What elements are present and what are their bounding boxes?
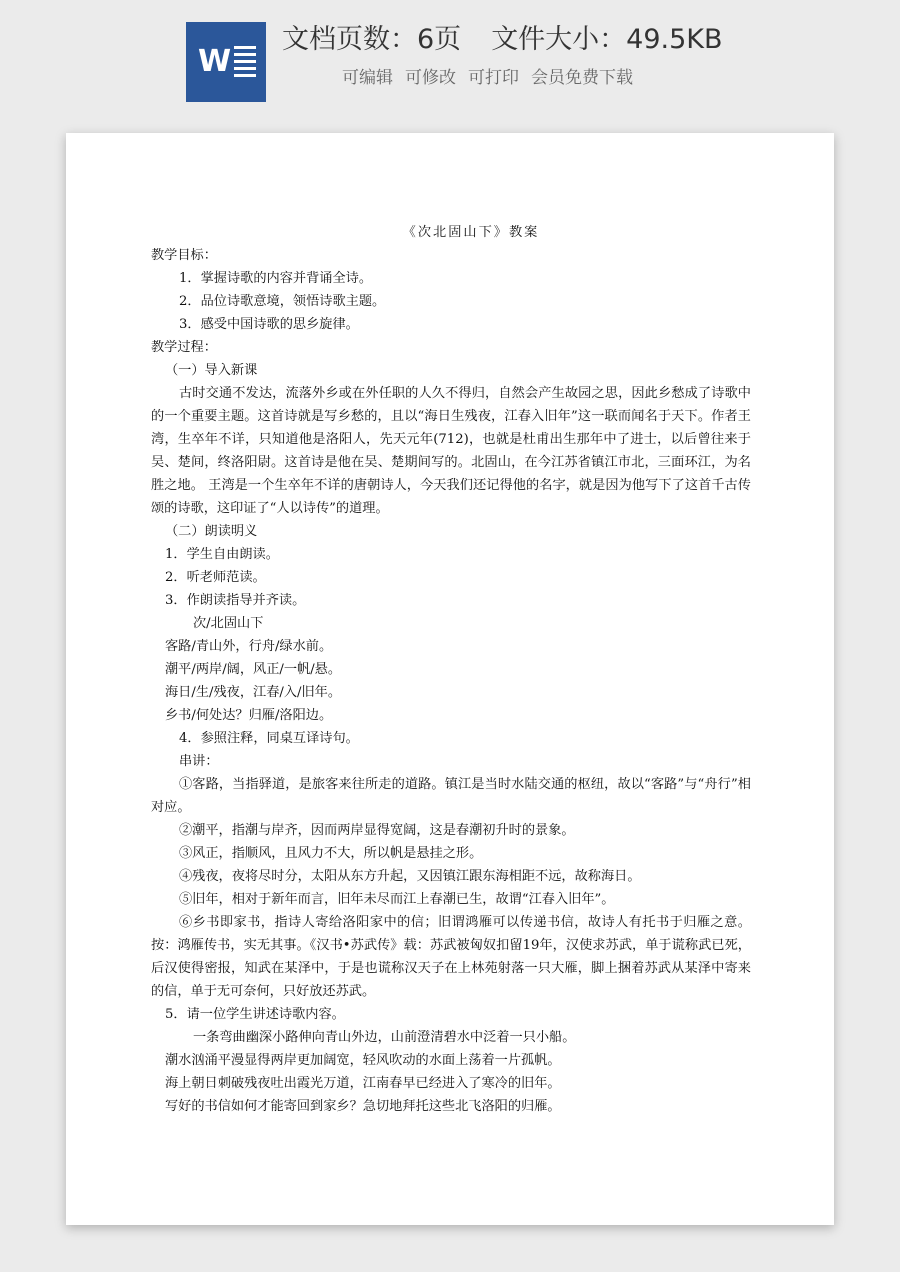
note-paragraph: ①客路，当指驿道，是旅客来往所走的道路。镇江是当时水陆交通的枢纽，故以“客路”与“舟行”相对应。: [151, 777, 751, 815]
translation-line: 潮水汹涌平漫显得两岸更加阔宽，轻风吹动的水面上荡着一片孤帆。: [165, 1053, 561, 1068]
poem-line: 乡书/何处达？归雁/洛阳边。: [165, 708, 333, 723]
feature-printable: 可打印: [468, 68, 519, 88]
feature-member-download: 会员免费下载: [531, 68, 633, 88]
page-count-label: 文档页数：6页: [282, 24, 462, 55]
note-paragraph: ⑥乡书即家书，指诗人寄给洛阳家中的信；旧谓鸿雁可以传递书信，故诗人有托书于归雁之意。按：鸿雁传书，实无其事。《汉书•苏武传》载：苏武被匈奴扣留19年，汉使求苏武，单于谎称武已死，后汉使得密报，知武在某泽中，于是也谎称汉天子在上林苑射落一只大雁，脚上捆着苏武从某泽中寄来的信，单于无可奈何，只好放还苏武。: [151, 915, 751, 999]
feature-list: [342, 66, 645, 90]
note-item: ③风正，指顺风，且风力不大，所以帆是悬挂之形。: [179, 846, 483, 861]
step-item: 3．作朗读指导并齐读。: [165, 593, 306, 608]
translation-line: 一条弯曲幽深小路伸向青山外边，山前澄清碧水中泛着一只小船。: [193, 1030, 576, 1045]
step-item: 4．参照注释，同桌互译诗句。: [179, 731, 359, 746]
note-item: ②潮平，指潮与岸齐，因而两岸显得宽阔，这是春潮初升时的景象。: [179, 823, 575, 838]
step-item: 1．学生自由朗读。: [165, 547, 279, 562]
translation-line: 海上朝日刺破残夜吐出霞光万道，江南春早已经进入了寒冷的旧年。: [165, 1076, 561, 1091]
section-heading-goals: 教学目标：: [151, 248, 217, 263]
poem-line: 客路/青山外，行舟/绿水前。: [165, 639, 333, 654]
note-item: ④残夜，夜将尽时分，太阳从东方升起，又因镇江跟东海相距不远，故称海日。: [179, 869, 641, 884]
word-logo-letter: W: [198, 44, 232, 79]
word-document-icon: [186, 22, 266, 102]
note-item: ⑤旧年，相对于新年而言，旧年未尽而江上春潮已生，故谓“江春入旧年”。: [179, 892, 615, 907]
file-stats: [282, 22, 753, 58]
poem-title: 次/北固山下: [193, 616, 264, 631]
document-lines-icon: [234, 46, 256, 81]
document-title: 《次北固山下》教案: [402, 225, 540, 240]
step-item: 2．听老师范读。: [165, 570, 266, 585]
goal-item: 3．感受中国诗歌的思乡旋律。: [179, 317, 359, 332]
goal-item: 1．掌握诗歌的内容并背诵全诗。: [179, 271, 373, 286]
feature-modifiable: 可修改: [405, 68, 456, 88]
file-size-label: 文件大小：49.5KB: [491, 24, 723, 55]
explanation-heading: 串讲：: [179, 754, 219, 769]
section-heading-process: 教学过程：: [151, 340, 217, 355]
goal-item: 2．品位诗歌意境，领悟诗歌主题。: [179, 294, 386, 309]
intro-paragraph: 古时交通不发达，流落外乡或在外任职的人久不得归，自然会产生故园之思，因此乡愁成了诗歌中的一个重要主题。这首诗就是写乡愁的，且以“海日生残夜，江春入旧年”这一联而闻名于天下。作者王湾，生卒年不详，只知道他是洛阳人，先天元年(712)，也就是杜甫出生那年中了进士，以后曾往来于吴、楚间，终洛阳尉。这首诗是他在吴、楚期间写的。北固山，在今江苏省镇江市北，三面环江，为名胜之地。 王湾是一个生卒年不详的唐朝诗人，今天我们还记得他的名字，就是因为他写下了这首千古传颂的诗歌，这印证了“人以诗传”的道理。: [151, 386, 751, 516]
translation-line: 写好的书信如何才能寄回到家乡？急切地拜托这些北飞洛阳的归雁。: [165, 1099, 561, 1114]
subsection-heading: （二）朗读明义: [165, 524, 258, 539]
doc-info-header: [0, 0, 900, 120]
poem-line: 海日/生/残夜，江春/入/旧年。: [165, 685, 342, 700]
poem-line: 潮平/两岸/阔，风正/一帆/悬。: [165, 662, 342, 677]
document-body: [151, 221, 751, 1118]
document-page: [66, 133, 834, 1225]
feature-editable: 可编辑: [342, 68, 393, 88]
step-item: 5．请一位学生讲述诗歌内容。: [165, 1007, 345, 1022]
subsection-heading: （一）导入新课: [165, 363, 258, 378]
